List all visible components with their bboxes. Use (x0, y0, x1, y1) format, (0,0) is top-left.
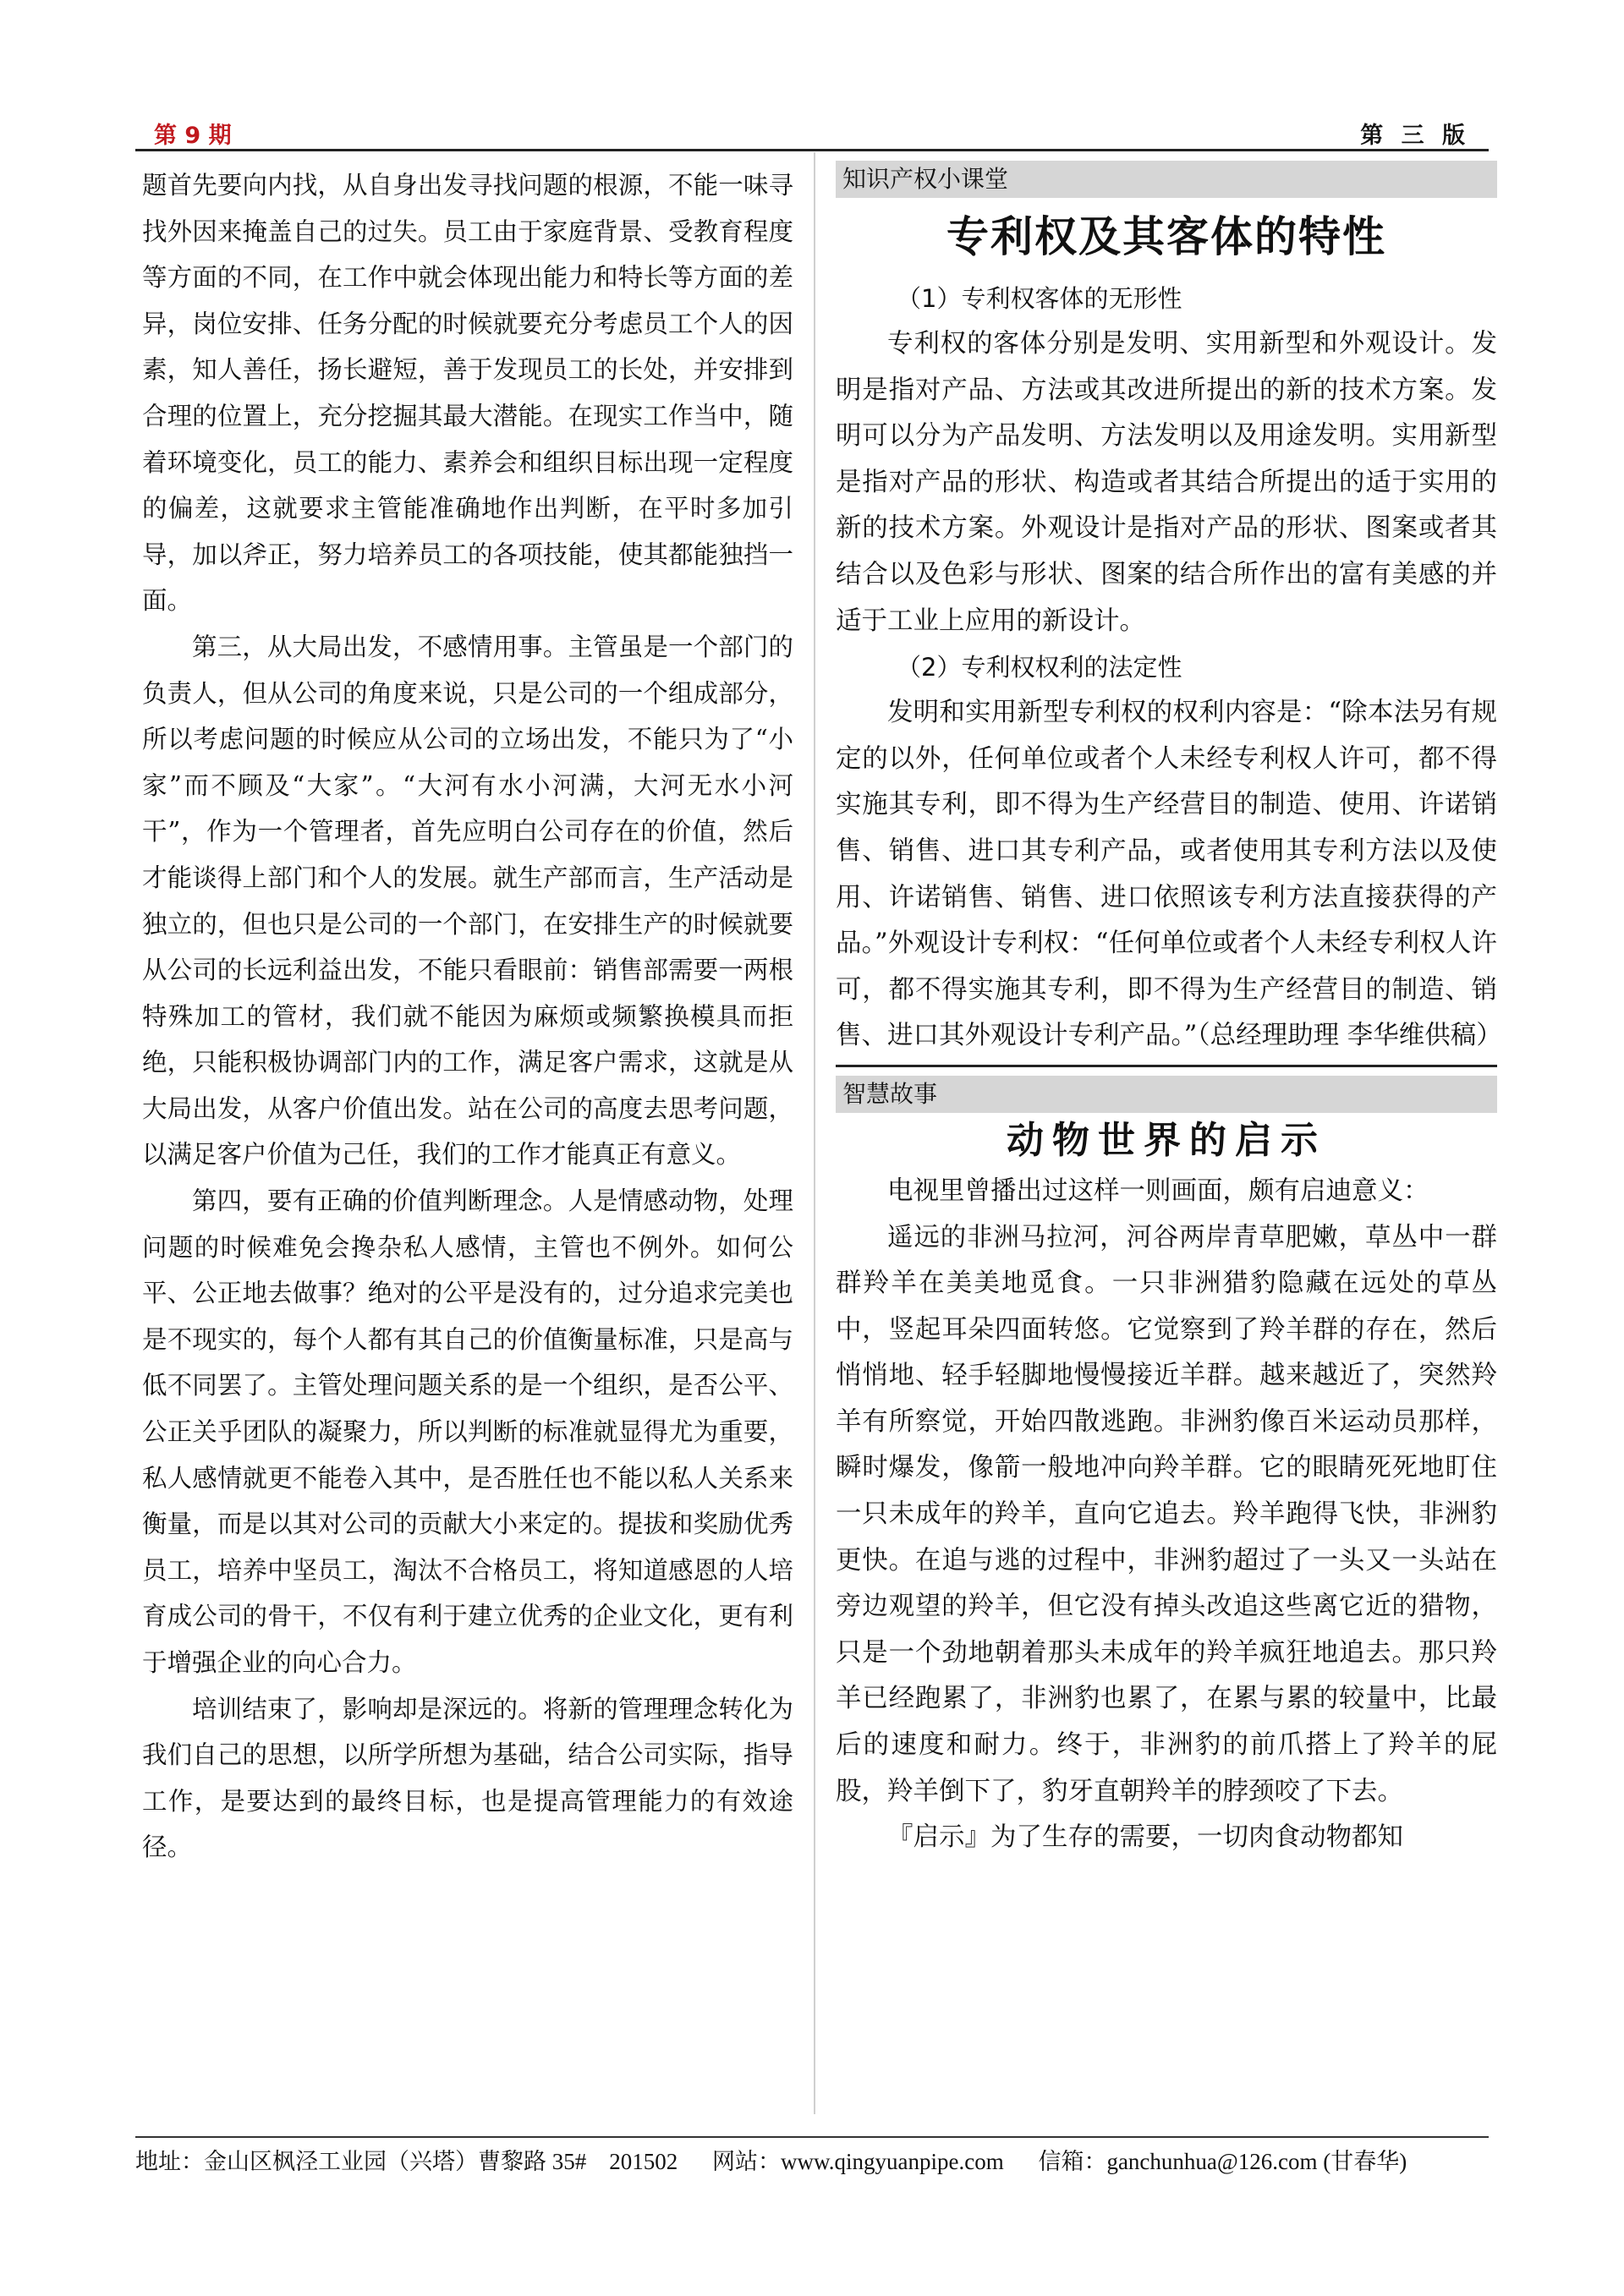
footer-email: 信箱：ganchunhua@126.com (甘春华) (1038, 2149, 1407, 2174)
section-label-ip-class: 知识产权小课堂 (836, 161, 1497, 198)
section-label-wisdom-story: 智慧故事 (836, 1076, 1497, 1113)
patent-paragraph-1: 专利权的客体分别是发明、实用新型和外观设计。发明是指对产品、方法或其改进所提出的新的技术方案。发明可以分为产品发明、方法发明以及用途发明。实用新型是指对产品的形状、构造或者其结合所提出的适于实用的新的技术方案。外观设计是指对产品的形状、图案或者其结合以及色彩与形状、图案的结合所作出的富有美感的并适于工业上应用的新设计。 (836, 329, 1497, 636)
header-divider (135, 149, 1489, 151)
right-column (836, 161, 1502, 1861)
subheading-legality: （2）专利权权利的法定性 (897, 653, 1182, 682)
story-paragraph-2: 遥远的非洲马拉河，河谷两岸青草肥嫩，草丛中一群群羚羊在美美地觅食。一只非洲猎豹隐藏在远处的草丛中，竖起耳朵四面转悠。它觉察到了羚羊群的存在，然后悄悄地、轻手轻脚地慢慢接近羊群。越来越近了，突然羚羊有所察觉，开始四散逃跑。非洲豹像百米运动员那样，瞬时爆发，像箭一般地冲向羚羊群。它的眼睛死死地盯住一只未成年的羚羊，直向它追去。羚羊跑得飞快，非洲豹更快。在追与逃的过程中，非洲豹超过了一头又一头站在旁边观望的羚羊，但它没有掉头改追这些离它近的猎物，只是一个劲地朝着那头未成年的羚羊疯狂地追去。那只羚羊已经跑累了，非洲豹也累了，在累与累的较量中，比最后的速度和耐力。终于，非洲豹的前爪搭上了羚羊的屁股，羚羊倒下了，豹牙直朝羚羊的脖颈咬了下去。 (836, 1222, 1497, 1806)
subheading-intangibility: （1）专利权客体的无形性 (897, 284, 1182, 313)
column-divider (814, 152, 815, 2114)
page-header (135, 113, 1489, 151)
article-title-patent: 专利权及其客体的特性 (946, 212, 1386, 261)
footer-website: 网站：www.qingyuanpipe.com (712, 2149, 1004, 2174)
page-footer (135, 2143, 1489, 2176)
left-paragraph-3: 第四，要有正确的价值判断理念。人是情感动物，处理问题的时候难免会搀杂私人感情，主管也不例外。如何公平、公正地去做事？绝对的公平是没有的，过分追求完美也是不现实的，每个人都有其自己的价值衡量标准，只是高与低不同罢了。主管处理问题关系的是一个组织，是否公平、公正关乎团队的凝聚力，所以判断的标准就显得尤为重要，私人感情就更不能卷入其中，是否胜任也不能以私人关系来衡量，而是以其对公司的贡献大小来定的。提拔和奖励优秀员工，培养中坚员工，淘汰不合格员工，将知道感恩的人培育成公司的骨干，不仅有利于建立优秀的企业文化，更有利于增强企业的向心合力。 (142, 1186, 793, 1677)
left-paragraph-1: 题首先要向内找，从自身出发寻找问题的根源，不能一味寻找外因来掩盖自己的过失。员工由于家庭背景、受教育程度等方面的不同，在工作中就会体现出能力和特长等方面的差异，岗位安排、任务分配的时候就要充分考虑员工个人的因素，知人善任，扬长避短，善于发现员工的长处，并安排到合理的位置上，充分挖掘其最大潜能。在现实工作当中，随着环境变化，员工的能力、素养会和组织目标出现一定程度的偏差，这就要求主管能准确地作出判断，在平时多加引导，加以斧正，努力培养员工的各项技能，使其都能独挡一面。 (142, 171, 793, 616)
section-divider (836, 1065, 1497, 1067)
edition-label: 第 三 版 (1360, 123, 1470, 149)
footer-address: 地址：金山区枫泾工业园（兴塔）曹黎路 35# 201502 (135, 2149, 678, 2174)
article-title-animal-world: 动物世界的启示 (1007, 1118, 1326, 1162)
left-paragraph-2: 第三，从大局出发，不感情用事。主管虽是一个部门的负责人，但从公司的角度来说，只是公司的一个组成部分，所以考虑问题的时候应从公司的立场出发，不能只为了“小家”而不顾及“大家”。“大河有水小河满，大河无水小河干”，作为一个管理者，首先应明白公司存在的价值，然后才能谈得上部门和个人的发展。就生产部而言，生产活动是独立的，但也只是公司的一个部门，在安排生产的时候就要从公司的长远利益出发，不能只看眼前：销售部需要一两根特殊加工的管材，我们就不能因为麻烦或频繁换模具而拒绝，只能积极协调部门内的工作，满足客户需求，这就是从大局出发，从客户价值出发。站在公司的高度去思考问题，以满足客户价值为己任，我们的工作才能真正有意义。 (142, 632, 793, 1170)
story-paragraph-3: 『启示』为了生存的需要，一切肉食动物都知 (887, 1822, 1403, 1853)
issue-number: 第 9 期 (154, 123, 232, 149)
left-column (142, 162, 793, 1871)
footer-divider (135, 2136, 1489, 2138)
patent-paragraph-2: 发明和实用新型专利权的权利内容是：“除本法另有规定的以外，任何单位或者个人未经专利权人许可，都不得实施其专利，即不得为生产经营目的制造、使用、许诺销售、销售、进口其专利产品，或者使用其专利方法以及使用、许诺销售、销售、进口依照该专利方法直接获得的产品。”外观设计专利权：“任何单位或者个人未经专利权人许可，都不得实施其专利，即不得为生产经营目的制造、销售、进口其外观设计专利产品。”（总经理助理 李华维供稿） (836, 698, 1502, 1051)
story-paragraph-1: 电视里曾播出过这样一则画面，颇有启迪意义： (887, 1175, 1429, 1206)
left-paragraph-4: 培训结束了，影响却是深远的。将新的管理理念转化为我们自己的思想，以所学所想为基础，结合公司实际，指导工作，是要达到的最终目标，也是提高管理能力的有效途径。 (142, 1694, 793, 1862)
